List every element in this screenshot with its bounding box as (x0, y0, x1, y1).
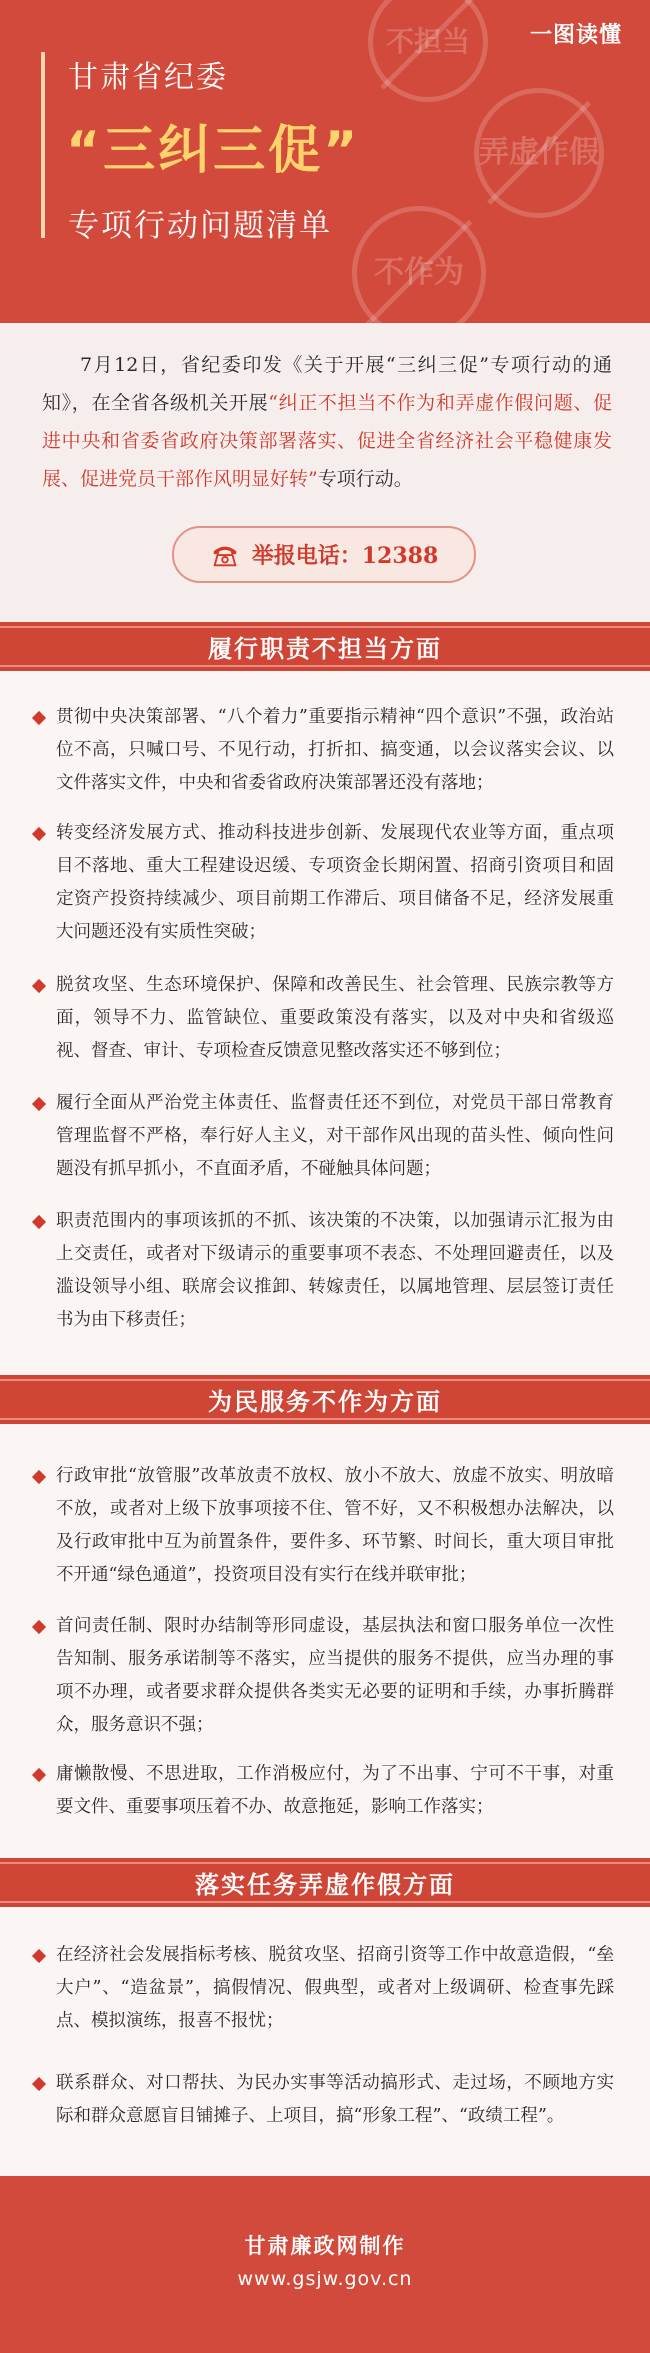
org-name: 甘肃省纪委 (68, 60, 228, 95)
section-title-responsibility: 履行职责不担当方面 (0, 622, 650, 671)
list-item: 行政审批“放管服”改革放责不放权、放小不放大、放虚不放实、明放暗不放，或者对上级下放事项接不住、管不好，又不积极想办法解决，以及行政审批中互为前置条件，要件多、环节繁、时间长，重大项目审批不开通“绿色通道”，投资项目没有实行在线并联审批； (34, 1460, 614, 1592)
footer-site-link[interactable]: www.gsjw.gov.cn (237, 2268, 413, 2290)
bullet-diamond-icon (32, 1768, 46, 1782)
list-item: 脱贫攻坚、生态环境保护、保障和改善民生、社会管理、民族宗教等方面，领导不力、监管缺位、重要政策没有落实，以及对中央和省级巡视、督查、审计、专项检查反馈意见整改落实还不够到位； (34, 969, 614, 1068)
page-subtitle: 专项行动问题清单 (68, 208, 332, 244)
bullet-diamond-icon (32, 1620, 46, 1634)
bullet-diamond-icon (32, 979, 46, 993)
section-body-falsification (0, 1907, 650, 2176)
header-banner (0, 0, 650, 323)
footer-maker: 甘肃廉政网制作 (244, 2233, 406, 2258)
list-item: 在经济社会发展指标考核、脱贫攻坚、招商引资等工作中故意造假，“垒大户”、“造盆景”，搞假情况、假典型，或者对上级调研、检查事先踩点、模拟演练，报喜不报忧； (34, 1939, 614, 2038)
intro-text-before: 7月12日，省纪委印发《关于开展“三纠三促”专项行动的通知》，在全省各级机关开展 (42, 354, 612, 414)
stamp-bu-dan-dang: 不担当 (368, 0, 488, 102)
title-accent-bar (41, 52, 45, 238)
list-item: 转变经济发展方式、推动科技进步创新、发展现代农业等方面，重点项目不落地、重大工程建设迟缓、专项资金长期闲置、招商引资项目和固定资产投资持续减少、项目前期工作滞后、项目储备不足，经济发展重大问题还没有实质性突破； (34, 817, 614, 949)
bullet-diamond-icon (32, 2077, 46, 2091)
footer (0, 2176, 650, 2353)
list-item: 首问责任制、限时办结制等形同虚设，基层执法和窗口服务单位一次性告知制、服务承诺制等不落实，应当提供的服务不提供，应当办理的事项不办理，或者要求群众提供各类实无必要的证明和手续，办事折腾群众，服务意识不强； (34, 1610, 614, 1742)
intro-highlight: “纠正不担当不作为和弄虚作假问题、促进中央和省委省政府决策部署落实、促进全省经济社会平稳健康发展、促进党员干部作风明显好转” (42, 392, 612, 490)
list-item: 贯彻中央决策部署、“八个着力”重要指示精神“四个意识”不强，政治站位不高，只喊口号、不见行动，打折扣、搞变通，以会议落实会议、以文件落实文件，中央和省委省政府决策部署还没有落地； (34, 701, 614, 800)
bullet-diamond-icon (32, 1215, 46, 1229)
bullet-diamond-icon (32, 1949, 46, 1963)
section-title-falsification: 落实任务弄虚作假方面 (0, 1858, 650, 1907)
intro-paragraph (42, 346, 612, 498)
bullet-diamond-icon (32, 711, 46, 725)
hotline-label: 举报电话：12388 (251, 543, 439, 569)
infographic-badge: 一图读懂 (529, 23, 622, 48)
telephone-icon (210, 540, 240, 570)
stamp-bu-zuo-wei: 不作为 (352, 206, 486, 323)
bullet-diamond-icon (32, 1470, 46, 1484)
list-item: 庸懒散慢、不思进取，工作消极应付，为了不出事、宁可不干事，对重要文件、重要事项压着不办、故意拖延，影响工作落实； (34, 1758, 614, 1824)
section-body-responsibility (0, 671, 650, 1375)
section-body-service (0, 1424, 650, 1858)
list-item: 联系群众、对口帮扶、为民办实事等活动搞形式、走过场，不顾地方实际和群众意愿盲目铺摊子、上项目，搞“形象工程”、“政绩工程”。 (34, 2067, 614, 2133)
report-hotline[interactable] (172, 526, 476, 583)
campaign-title: “三纠三促” (66, 121, 361, 181)
bullet-diamond-icon (32, 827, 46, 841)
section-title-service: 为民服务不作为方面 (0, 1375, 650, 1424)
stamp-nong-xu-zuo-jia: 弄虚作假 (474, 88, 604, 218)
intro-text-after: 专项行动。 (317, 468, 413, 490)
bullet-diamond-icon (32, 1097, 46, 1111)
list-item: 职责范围内的事项该抓的不抓、该决策的不决策，以加强请示汇报为由上交责任，或者对下级请示的重要事项不表态、不处理回避责任，以及滥设领导小组、联席会议推卸、转嫁责任，以属地管理、层层签订责任书为由下移责任； (34, 1205, 614, 1337)
list-item: 履行全面从严治党主体责任、监督责任还不到位，对党员干部日常教育管理监督不严格，奉行好人主义，对干部作风出现的苗头性、倾向性问题没有抓早抓小，不直面矛盾，不碰触具体问题； (34, 1087, 614, 1186)
